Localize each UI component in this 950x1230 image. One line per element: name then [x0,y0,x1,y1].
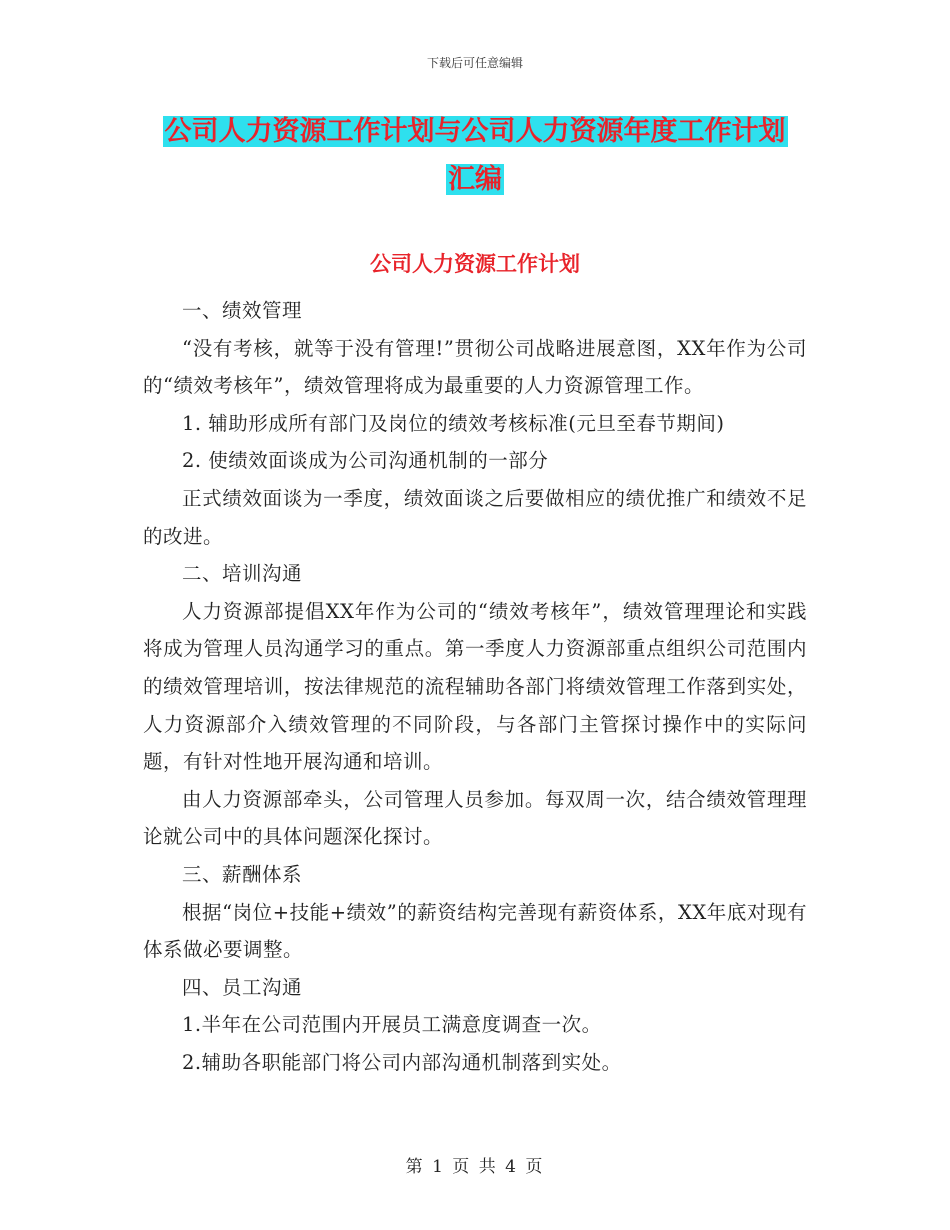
document-title-line1: 公司人力资源工作计划与公司人力资源年度工作计划 [164,116,786,147]
list-item: 1. 辅助形成所有部门及岗位的绩效考核标准(元旦至春节期间) [182,411,725,435]
list-item: 2.辅助各职能部门将公司内部沟通机制落到实处。 [182,1050,622,1074]
heading-compensation: 三、薪酬体系 [182,862,303,886]
heading-performance: 一、绩效管理 [182,299,303,322]
heading-training: 二、培训沟通 [182,562,303,586]
list-item: 2. 使绩效面谈成为公司沟通机制的一部分 [182,449,549,473]
header-note: 下载后可任意编辑 [426,56,523,70]
paragraph: 根据“岗位+技能+绩效”的薪资结构完善现有薪资体系，XX年底对现有体系做必要调整。 [143,900,807,962]
document-title-line2: 汇编 [448,164,502,195]
section-title: 公司人力资源工作计划 [370,252,580,276]
page-number-footer: 第 1 页 共 4 页 [405,1157,545,1177]
document-title [143,108,807,204]
paragraph: 由人力资源部牵头，公司管理人员参加。每双周一次，结合绩效管理理论就公司中的具体问题深化探讨。 [143,787,807,849]
heading-communication: 四、员工沟通 [182,975,303,999]
list-item: 1.半年在公司范围内开展员工满意度调查一次。 [182,1013,602,1037]
body-text [143,292,807,1081]
paragraph: 人力资源部提倡XX年作为公司的“绩效考核年”，绩效管理理论和实践将成为管理人员沟通学习的重点。第一季度人力资源部重点组织公司范围内的绩效管理培训，按法律规范的流程辅助各部门将绩效管理工作落到实处，人力资源部介入绩效管理的不同阶段，与各部门主管探讨操作中的实际问题，有针对性地开展沟通和培训。 [143,599,807,774]
paragraph: “没有考核，就等于没有管理!”贯彻公司战略进展意图，XX年作为公司的“绩效考核年”，绩效管理将成为最重要的人力资源管理工作。 [143,336,807,398]
paragraph: 正式绩效面谈为一季度，绩效面谈之后要做相应的绩优推广和绩效不足的改进。 [143,486,807,548]
